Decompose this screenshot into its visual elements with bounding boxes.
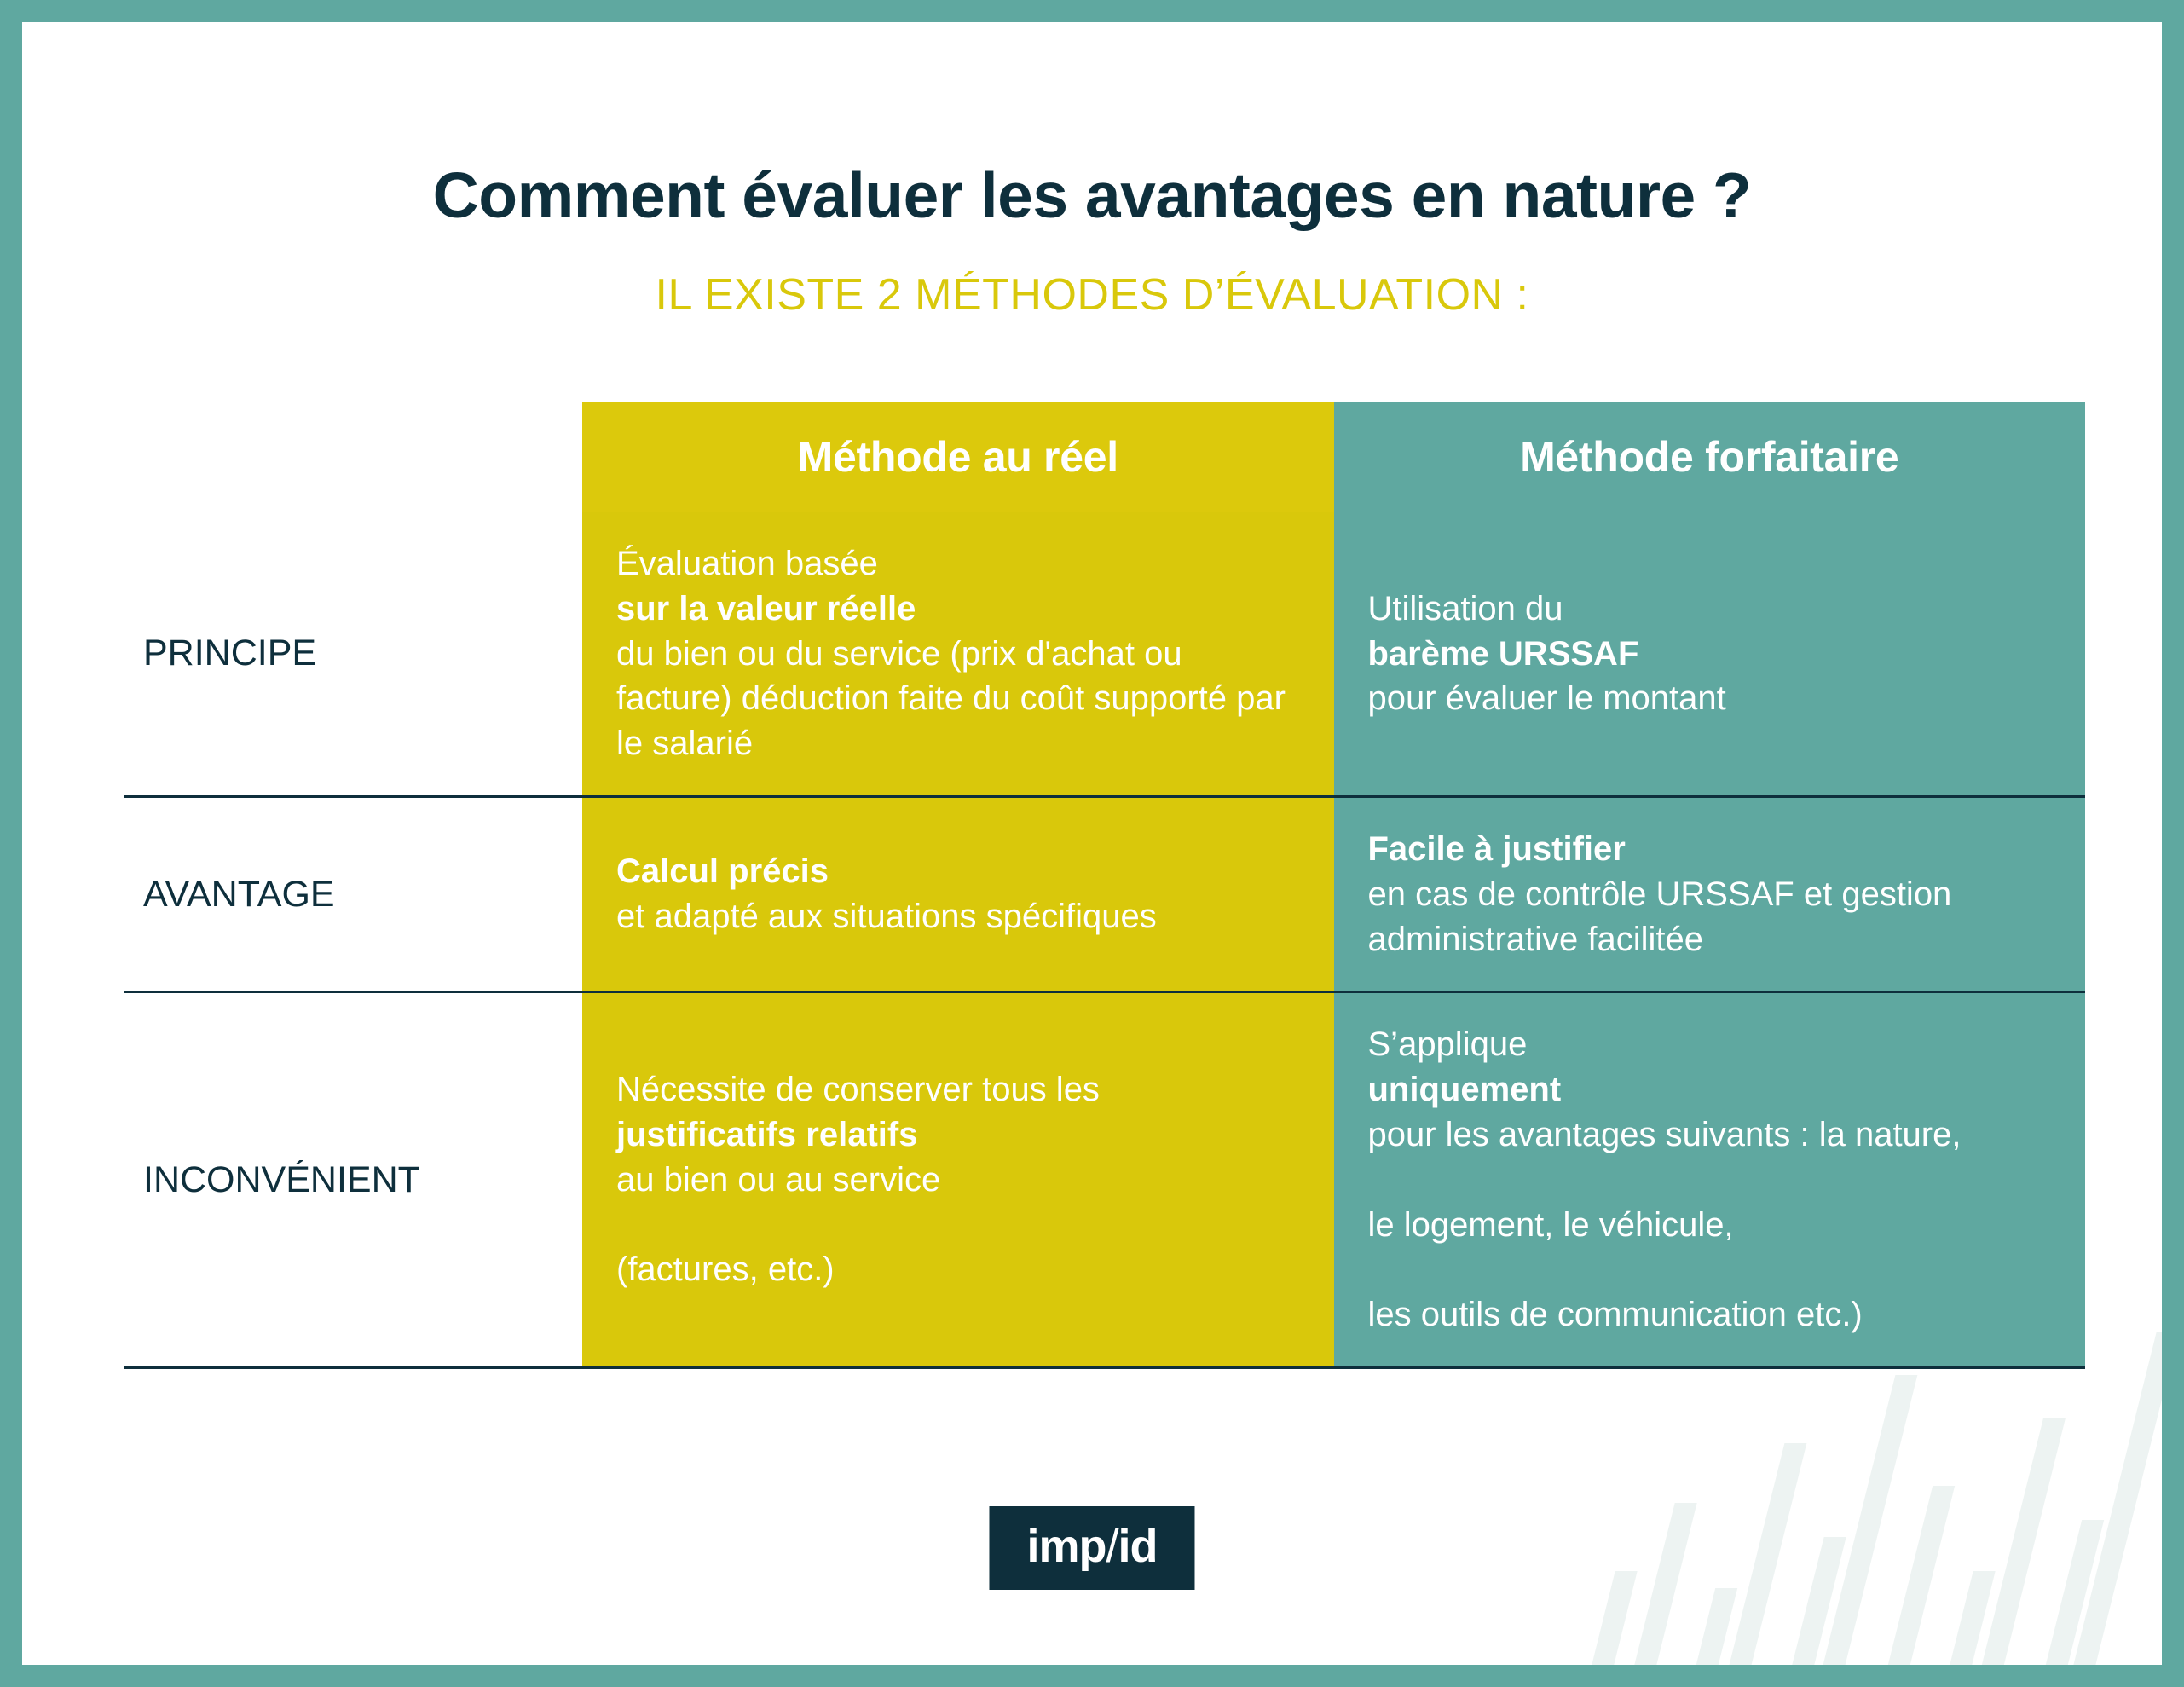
table-row: [124, 993, 2085, 1369]
cell-avantage-forfaitaire: Facile à justifier en cas de contrôle URSSAF et gestion administrative facilitée: [1334, 798, 2086, 993]
poster-frame: [22, 22, 2162, 1665]
cell-inconvenient-forfaitaire: S’applique uniquement pour les avantages suivants : la nature, le logement, le véhicule, les outils de communication etc.): [1334, 993, 2086, 1369]
column-header-methode-au-reel: Méthode au réel: [582, 402, 1334, 512]
cell-principe-forfaitaire: Utilisation du barème URSSAF pour évaluer le montant: [1334, 512, 2086, 798]
cell-inconvenient-reel: Nécessite de conserver tous les justificatifs relatifs au bien ou au service (factures, etc.): [582, 993, 1334, 1369]
column-header-methode-forfaitaire: Méthode forfaitaire: [1334, 402, 2086, 512]
cell-avantage-reel: Calcul précis et adapté aux situations spécifiques: [582, 798, 1334, 993]
implid-logo: [989, 1506, 1194, 1590]
table-header-row: [124, 402, 2085, 512]
row-label-avantage: AVANTAGE: [124, 798, 582, 993]
logo-text-post: id: [1118, 1521, 1158, 1572]
page-title: Comment évaluer les avantages en nature ?: [432, 159, 1752, 232]
table-row: [124, 512, 2085, 798]
table-row: [124, 798, 2085, 993]
comparison-table: [124, 402, 2085, 1369]
page-subtitle: IL EXISTE 2 MÉTHODES D’ÉVALUATION :: [655, 270, 1529, 320]
row-label-inconvenient: INCONVÉNIENT: [124, 993, 582, 1369]
cell-principe-reel: Évaluation basée sur la valeur réelle du bien ou du service (prix d'achat ou facture) déduction faite du coût supporté par le salarié: [582, 512, 1334, 798]
table-corner-cell: [124, 402, 582, 512]
row-label-principe: PRINCIPE: [124, 512, 582, 798]
logo-text-pre: imp: [1026, 1521, 1106, 1572]
logo-slash: /: [1106, 1521, 1118, 1572]
